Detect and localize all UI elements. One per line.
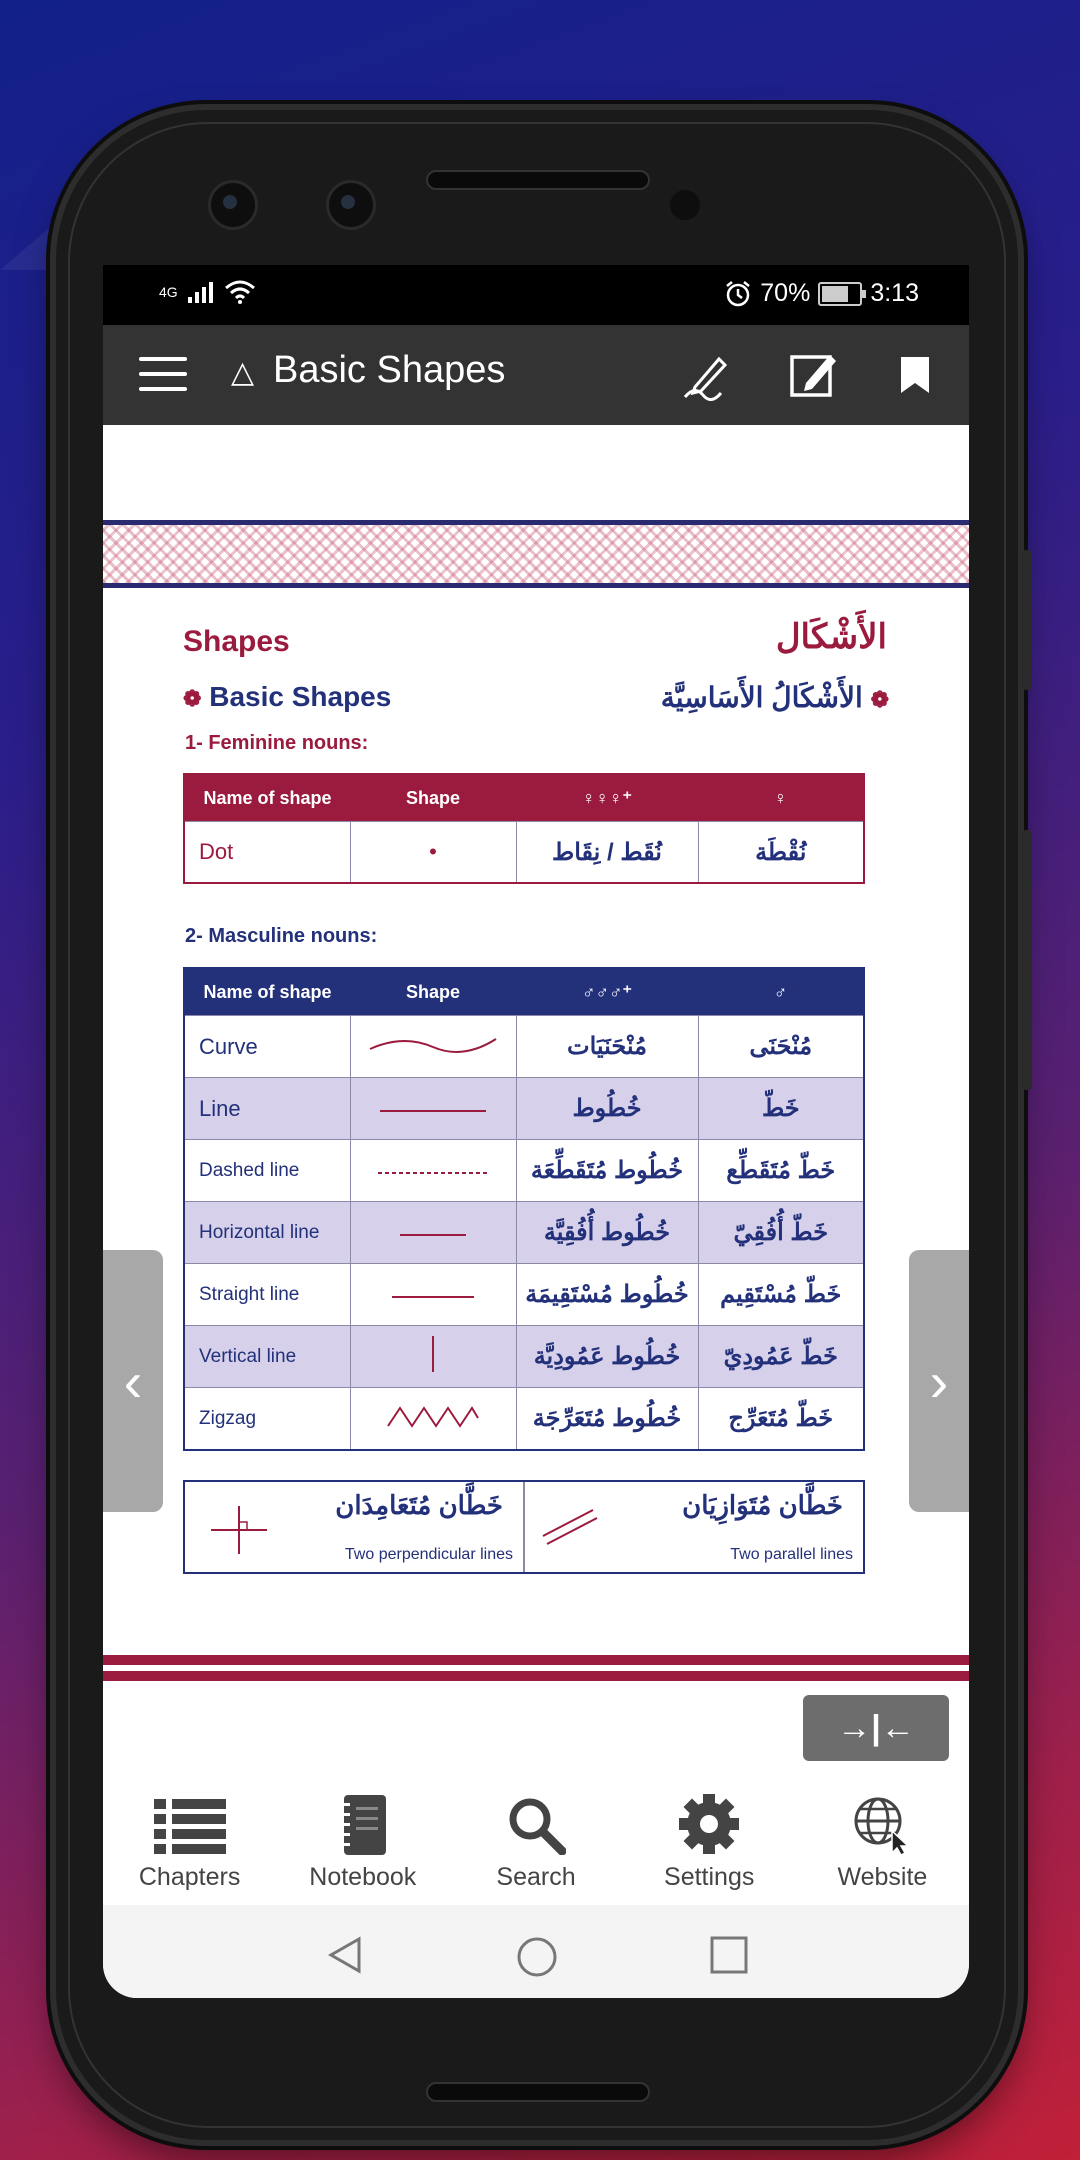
zigzag-shape: [350, 1388, 516, 1451]
table-row: [184, 1016, 864, 1078]
line-shape: [350, 1078, 516, 1140]
proximity-sensor: [670, 190, 700, 220]
table-row: [184, 1326, 864, 1388]
plural-ar: خُطُوط أُفُقِيَّة: [516, 1202, 698, 1264]
clock: 3:13: [870, 279, 919, 307]
singular-ar: خَطّ عَمُودِيّ: [698, 1326, 864, 1388]
perpendicular-ar: خَطَّان مُتَعَامِدَان: [335, 1490, 503, 1520]
flower-bullet-icon: ❁: [183, 686, 202, 711]
shape-name: Horizontal line: [184, 1202, 350, 1264]
heading-ar: الأَشْكَال: [775, 618, 887, 656]
menu-icon[interactable]: [139, 357, 187, 393]
search-icon: [506, 1795, 566, 1855]
col-header: ♀♀♀⁺: [516, 774, 698, 822]
earpiece-speaker: [426, 170, 650, 190]
perpendicular-cell: [185, 1482, 523, 1572]
system-navigation-bar: [103, 1905, 969, 1998]
singular-ar: خَطّ أُفُقِيّ: [698, 1202, 864, 1264]
shape-name: Zigzag: [184, 1388, 350, 1451]
dot-shape: •: [350, 822, 516, 884]
notebook-icon: [338, 1795, 388, 1855]
wifi-icon: [224, 280, 256, 304]
nav-label: Settings: [664, 1863, 755, 1891]
table-row: [184, 1202, 864, 1264]
col-header: ♀: [698, 774, 864, 822]
singular-ar: خَطّ: [698, 1078, 864, 1140]
volume-button: [1022, 550, 1032, 690]
battery-icon: [818, 282, 862, 306]
parallel-en: Two parallel lines: [730, 1546, 853, 1563]
network-type: 4G: [159, 284, 178, 300]
shape-name: Dot: [184, 822, 350, 884]
power-button: [1022, 830, 1032, 1090]
edit-icon[interactable]: [788, 349, 840, 401]
parallel-ar: خَطَّان مُتَوَازِيَان: [682, 1490, 843, 1520]
perpendicular-lines-icon: [209, 1504, 269, 1556]
alarm-icon: [724, 280, 752, 308]
parallel-cell: [523, 1482, 863, 1572]
nav-search[interactable]: [449, 1785, 622, 1905]
table-row: [184, 1140, 864, 1202]
app-toolbar: [103, 325, 969, 425]
dashed-line-shape: [350, 1140, 516, 1202]
subheading-ar-text: الأَشْكَالُ الأَسَاسِيَّة: [660, 682, 863, 713]
previous-page-button[interactable]: ‹: [103, 1250, 163, 1512]
col-header: Name of shape: [184, 968, 350, 1016]
masculine-label: 2- Masculine nouns:: [185, 925, 378, 947]
table-row: [184, 1388, 864, 1451]
curve-shape: [350, 1016, 516, 1078]
singular-ar: خَطّ مُتَقَطِّع: [698, 1140, 864, 1202]
col-header: Shape: [350, 968, 516, 1016]
bottom-speaker: [426, 2082, 650, 2102]
shape-name: Dashed line: [184, 1140, 350, 1202]
ornament-border-top: [103, 520, 969, 588]
pen-icon[interactable]: [681, 349, 733, 401]
status-bar: [103, 265, 969, 325]
page-title: Basic Shapes: [273, 349, 506, 391]
singular-ar: خَطّ مُتَعَرِّج: [698, 1388, 864, 1451]
bottom-navigation: [103, 1785, 969, 1905]
shape-name: Vertical line: [184, 1326, 350, 1388]
plural-ar: نُقَط / نِقَاط: [516, 822, 698, 884]
col-header: ♂: [698, 968, 864, 1016]
feminine-label: 1- Feminine nouns:: [185, 732, 369, 754]
subheading-en: [183, 681, 391, 713]
fit-width-button[interactable]: →|←: [803, 1695, 949, 1761]
singular-ar: خَطّ مُسْتَقِيم: [698, 1264, 864, 1326]
nav-label: Notebook: [309, 1863, 417, 1891]
subheading-en-text: Basic Shapes: [209, 681, 392, 712]
plural-ar: مُنْحَنَيَات: [516, 1016, 698, 1078]
nav-website[interactable]: [796, 1785, 969, 1905]
front-camera-icon: [326, 180, 376, 230]
battery-percent: 70%: [760, 279, 811, 307]
col-header: Name of shape: [184, 774, 350, 822]
straight-line-shape: [350, 1264, 516, 1326]
triangle-icon: △: [231, 356, 255, 389]
table-row: [184, 822, 864, 884]
nav-label: Website: [837, 1863, 928, 1891]
shape-name: Line: [184, 1078, 350, 1140]
back-icon[interactable]: [325, 1935, 365, 1975]
bookmark-icon[interactable]: [889, 349, 941, 401]
heading-en: Shapes: [183, 625, 290, 658]
nav-settings[interactable]: [623, 1785, 796, 1905]
page-content: [103, 425, 969, 1695]
front-camera-icon: [208, 180, 258, 230]
plural-ar: خُطُوط عَمُودِيَّة: [516, 1326, 698, 1388]
feminine-table: [183, 773, 865, 884]
plural-ar: خُطُوط: [516, 1078, 698, 1140]
app-screen: [103, 265, 969, 1998]
next-page-button[interactable]: ›: [909, 1250, 969, 1512]
horizontal-line-shape: [350, 1202, 516, 1264]
list-icon: [154, 1799, 226, 1855]
plural-ar: خُطُوط مُتَعَرِّجَة: [516, 1388, 698, 1451]
shape-name: Curve: [184, 1016, 350, 1078]
col-header: ♂♂♂⁺: [516, 968, 698, 1016]
signal-icon: [188, 281, 214, 303]
lines-note-box: [183, 1480, 865, 1574]
home-icon[interactable]: [515, 1935, 559, 1979]
nav-label: Search: [496, 1863, 576, 1891]
perpendicular-en: Two perpendicular lines: [344, 1546, 513, 1563]
plural-ar: خُطُوط مُتَقَطِّعَة: [516, 1140, 698, 1202]
plural-ar: خُطُوط مُسْتَقِيمَة: [516, 1264, 698, 1326]
recents-icon[interactable]: [709, 1935, 749, 1975]
shape-name: Straight line: [184, 1264, 350, 1326]
singular-ar: نُقْطَة: [698, 822, 864, 884]
table-row: [184, 1078, 864, 1140]
ornament-border-bottom: [103, 1655, 969, 1681]
singular-ar: مُنْحَنَى: [698, 1016, 864, 1078]
parallel-lines-icon: [539, 1506, 599, 1546]
nav-chapters[interactable]: [103, 1785, 276, 1905]
col-header: Shape: [350, 774, 516, 822]
table-row: [184, 1264, 864, 1326]
flower-bullet-icon: ❁: [870, 687, 889, 712]
gear-icon: [678, 1793, 740, 1855]
globe-icon: [852, 1795, 912, 1855]
masculine-table: [183, 967, 865, 1451]
subheading-ar: [661, 681, 889, 714]
nav-label: Chapters: [138, 1863, 241, 1891]
nav-notebook[interactable]: [276, 1785, 449, 1905]
vertical-line-shape: [350, 1326, 516, 1388]
